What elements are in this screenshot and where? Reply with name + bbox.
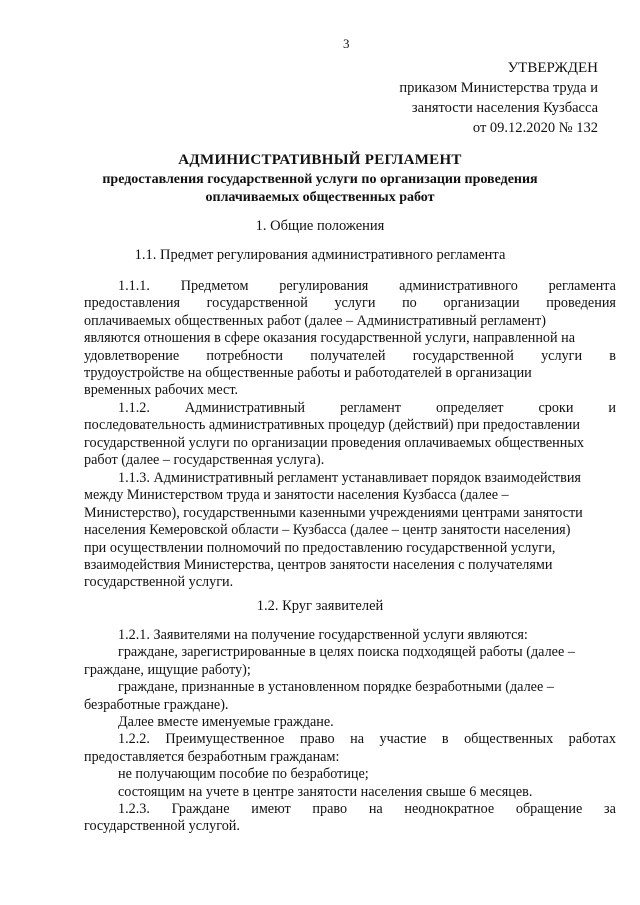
- text-line: предоставляется безработным гражданам:: [84, 748, 340, 765]
- paragraph-1-1-3: [84, 470, 616, 592]
- word: предоставления: [84, 295, 181, 312]
- approval-line: занятости населения Кузбасса: [411, 100, 598, 116]
- text-line: безработные граждане).: [84, 696, 229, 713]
- subtitle-line: оплачиваемых общественных работ: [205, 190, 435, 205]
- text-line: оплачиваемых общественных работ (далее – Административный регламент): [84, 312, 546, 329]
- subsection-heading: 1.2. Круг заявителей: [256, 598, 384, 614]
- text-line: граждане, признанные в установленном порядке безработными (далее –: [118, 679, 554, 696]
- word: и: [608, 400, 616, 416]
- word: право: [312, 800, 348, 817]
- text-line: государственной услуги.: [84, 574, 234, 591]
- text-line: [84, 348, 616, 365]
- word: регламент: [340, 400, 401, 416]
- paragraph-1-1-1: [84, 278, 616, 400]
- text-line: [84, 801, 616, 818]
- text-line: [84, 400, 616, 417]
- word: организации: [443, 295, 520, 312]
- text-line: состоящим на учете в центре занятости населения свыше 6 месяцев.: [118, 783, 533, 800]
- word: сроки: [538, 400, 574, 416]
- word: административного: [399, 278, 518, 294]
- text-line: Министерство), государственными казенными учреждениями центрами занятости: [84, 504, 583, 521]
- document-title: АДМИНИСТРАТИВНЫЙ РЕГЛАМЕНТ: [178, 152, 462, 168]
- text-line: не получающим пособие по безработице;: [118, 766, 369, 783]
- page-number: 3: [343, 36, 350, 51]
- word: регламента: [548, 278, 616, 294]
- word: по: [402, 295, 417, 312]
- text-line: трудоустройстве на общественные работы и работодателей в организации: [84, 364, 532, 381]
- text-line: [84, 278, 616, 295]
- text-line: [84, 731, 616, 748]
- word: 1.1.1.: [118, 278, 150, 294]
- word: Административный: [184, 400, 306, 416]
- word: потребности: [206, 347, 284, 364]
- document-subtitle: [0, 171, 640, 207]
- word: 1.2.3.: [118, 800, 150, 817]
- paragraph-1-2: [84, 627, 616, 836]
- word: регулирования: [279, 278, 369, 294]
- word: обращение: [515, 800, 583, 817]
- text-line: Далее вместе именуемые граждане.: [118, 713, 334, 730]
- text-line: населения Кемеровской области – Кузбасса (далее – центр занятости населения): [84, 522, 571, 539]
- word: в: [441, 731, 449, 748]
- word: общественных: [464, 731, 554, 748]
- word: определяет: [435, 400, 504, 416]
- word: 1.2.2.: [118, 731, 150, 748]
- word: Предметом: [180, 278, 249, 294]
- text-line: 1.1.3. Административный регламент устанавливает порядок взаимодействия: [118, 470, 581, 486]
- text-line: между Министерством труда и занятости населения Кузбасса (далее –: [84, 487, 509, 504]
- text-line: при осуществлении полномочий по предоставлению государственной услуги,: [84, 539, 556, 556]
- text-line: государственной услуги по организации проведения оплачиваемых общественных: [84, 434, 584, 451]
- word: государственной: [412, 347, 514, 364]
- text-line: последовательность административных процедур (действий) при предоставлении: [84, 417, 580, 434]
- section-heading: 1. Общие положения: [255, 218, 385, 234]
- word: государственной: [206, 295, 308, 312]
- paragraph-1-1-2: [84, 400, 616, 470]
- word: удовлетворение: [84, 347, 180, 364]
- word: за: [604, 800, 616, 817]
- word: проведения: [546, 295, 616, 312]
- approval-heading: УТВЕРЖДЕН: [507, 60, 598, 76]
- text-line: государственной услугой.: [84, 818, 240, 835]
- approval-stamp: [340, 58, 598, 138]
- word: неоднократное: [404, 800, 495, 817]
- text-line: 1.2.1. Заявителями на получение государственной услуги являются:: [118, 627, 528, 643]
- text-line: являются отношения в сфере оказания государственной услуги, направленной на: [84, 330, 576, 347]
- word: Преимущественное: [165, 731, 285, 748]
- text-line: временных рабочих мест.: [84, 382, 239, 399]
- word: Граждане: [171, 800, 230, 817]
- word: на: [350, 731, 364, 748]
- text-line: [84, 295, 616, 312]
- word: в: [609, 347, 616, 364]
- word: работах: [568, 731, 616, 748]
- word: участие: [379, 731, 427, 748]
- word: имеют: [251, 800, 291, 817]
- text-line: граждане, зарегистрированные в целях поиска подходящей работы (далее –: [118, 644, 575, 661]
- approval-date-line: от 09.12.2020 № 132: [472, 120, 598, 136]
- subsection-heading: 1.1. Предмет регулирования административного регламента: [134, 247, 506, 263]
- text-line: работ (далее – государственная услуга).: [84, 452, 325, 469]
- word: на: [368, 800, 383, 817]
- word: право: [299, 731, 335, 748]
- word: получателей: [310, 347, 386, 364]
- text-line: взаимодействия Министерства, центров занятости населения с получателями: [84, 556, 553, 573]
- text-line: граждане, ищущие работу);: [84, 661, 251, 678]
- subtitle-line: предоставления государственной услуги по организации проведения: [102, 172, 538, 187]
- word: 1.1.2.: [118, 400, 150, 416]
- word: услуги: [541, 347, 583, 364]
- approval-line: приказом Министерства труда и: [399, 80, 598, 96]
- word: услуги: [334, 295, 376, 312]
